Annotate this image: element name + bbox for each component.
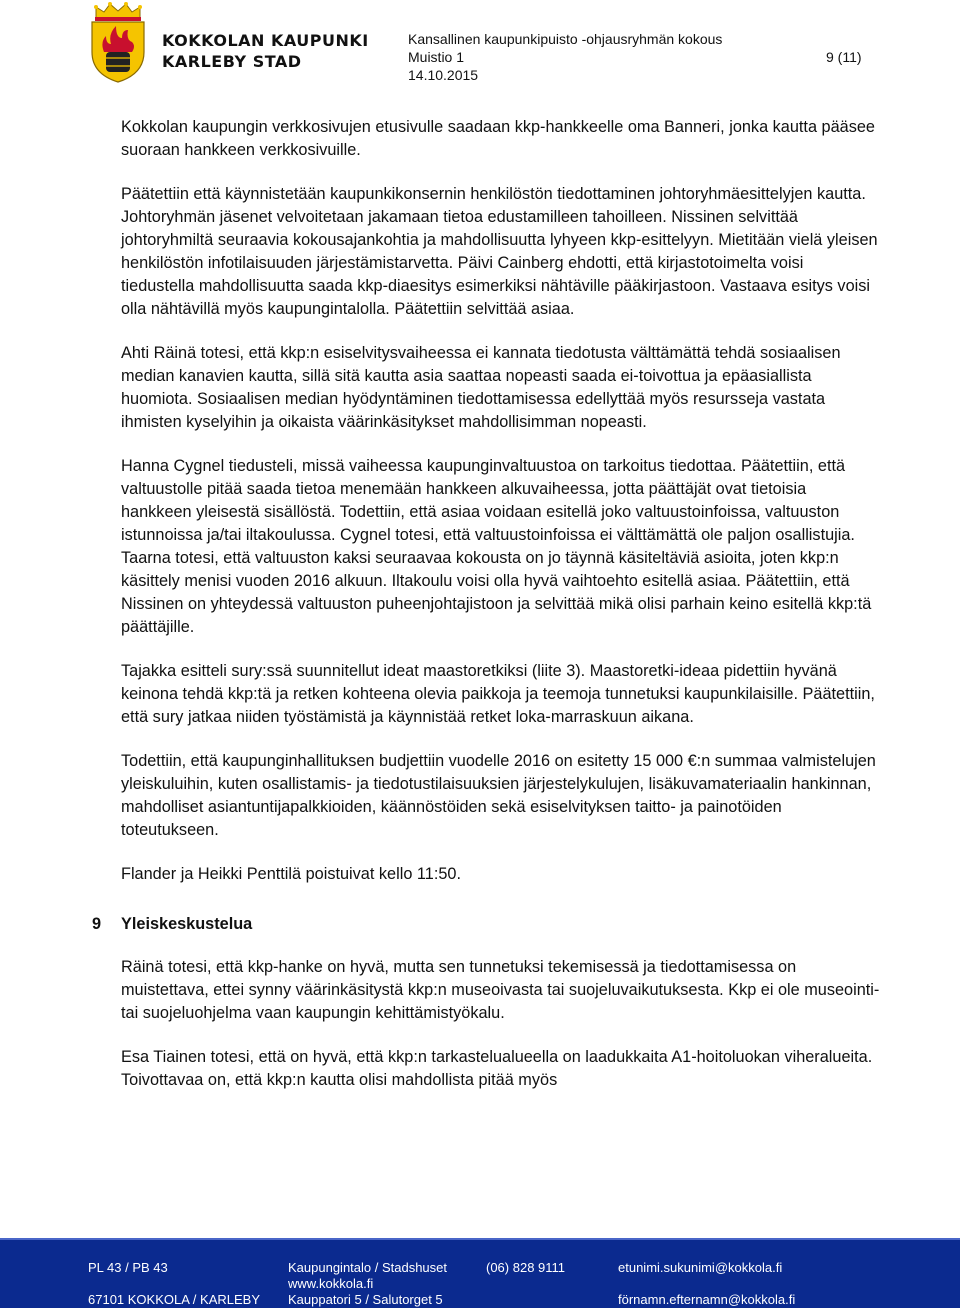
section-heading <box>92 913 881 936</box>
paragraph: Kokkolan kaupungin verkkosivujen etusivulle saadaan kkp-hankkeelle oma Banneri, jonka kautta pääsee suoraan hankkeen verkkosivuille. <box>121 118 875 159</box>
kokkola-coat-of-arms-icon <box>86 2 150 84</box>
footer-po-box: PL 43 / PB 43 <box>88 1260 168 1275</box>
page-number: 9 (11) <box>826 49 862 65</box>
footer-phone: (06) 828 9111 <box>486 1260 566 1275</box>
footer-postal-city: 67101 KOKKOLA / KARLEBY <box>88 1292 260 1307</box>
footer-building: Kaupungintalo / Stadshuset <box>288 1260 448 1275</box>
footer-street-address: Kauppatori 5 / Salutorget 5 <box>288 1292 443 1307</box>
footer-divider <box>0 1238 960 1240</box>
paragraph: Ahti Räinä totesi, että kkp:n esiselvitysvaiheessa ei kannata tiedotusta välttämättä tehdä sosiaalisen median kanavien kautta, sillä sitä kautta asia saattaa nopeasti saada ei-toivottua ja epäasiallista huomiota. Sosiaalisen median hyödyntäminen tiedottamisessa edellyttää myös resursseja vastata ihmisten kyselyihin ja oikaista väärinkäsitykset mahdollisimman nopeasti. <box>121 344 841 431</box>
city-name-finnish: KOKKOLAN KAUPUNKI <box>162 31 369 50</box>
paragraph: Hanna Cygnel tiedusteli, missä vaiheessa kaupunginvaltuustoa on tarkoitus tiedottaa. Päätettiin, että valtuustolle pitää saada tietoa menemään hankkeen alkuvaiheessa, jotta päättäjät ovat tietoisia hankkeen yleisestä sisällöstä. Todettiin, että asiaa voidaan esitellä joko valtuustoinfoissa, valtuuston istunnoissa ja/tai iltakoulussa. Cygnel totesi, että valtuustoinfoissa ei välttämättä ole paljon osallistujia. Taarna totesi, että valtuuston kaksi seuraavaa kokousta on jo täynnä käsiteltäviä asioita, joten kkp:n käsittely menisi vuoden 2016 alkuun. Iltakoulu voisi olla hyvä vaihtoehto esitellä asiaa. Päätettiin, että Nissinen on yhteydessä valtuuston puheenjohtajistoon ja selvittää mikä olisi parhain keino esitellä kkp:tä päättäjille. <box>121 457 872 636</box>
document-meta <box>408 30 722 84</box>
meeting-title: Kansallinen kaupunkipuisto -ohjausryhmän kokous <box>408 31 723 47</box>
footer-email-swedish: förnamn.efternamn@kokkola.fi <box>618 1292 796 1307</box>
section-number: 9 <box>92 915 102 933</box>
paragraph: Flander ja Heikki Penttilä poistuivat kello 11:50. <box>121 865 461 883</box>
footer-email-finnish: etunimi.sukunimi@kokkola.fi <box>618 1260 783 1275</box>
paragraph: Todettiin, että kaupunginhallituksen budjettiin vuodelle 2016 on esitetty 15 000 €:n summaa valmistelujen yleiskuluihin, kuten osallistamis- ja tiedotustilaisuuksien järjestelykulujen, lisäkuvamateriaalin hankinnan, mahdolliset asiantuntijapalkkioiden, käännöstöiden sekä esiselvityksen taitto- ja painotöiden toteutukseen. <box>121 752 876 839</box>
paragraph: Esa Tiainen totesi, että on hyvä, että kkp:n tarkastelualueella on laadukkaita A1-hoitoluokan viheralueita. Toivottavaa on, että kkp:n kautta olisi mahdollista pitää myös <box>121 1048 873 1089</box>
page-header <box>0 0 960 90</box>
document-body <box>92 116 881 1113</box>
paragraph: Päätettiin että käynnistetään kaupunkikonsernin henkilöstön tiedottaminen johtoryhmäesittelyjen kautta. Johtoryhmän jäsenet velvoitetaan jakamaan tietoa edustamilleen tahoilleen. Nissinen selvittää johtoryhmiltä seuraavia kokousajankohtia ja mahdollisuutta lyhyeen kkp-esittelyyn. Mietitään vielä yleisen henkilöstön infotilaisuuden järjestämistarvetta. Päivi Cainberg ehdotti, että kirjastotoimelta voisi tiedustella mahdollisuutta saada kkp-diaesitys esimerkiksi nähtäville pääkirjastoon. Vastaava esitys voisi olla nähtävillä myös kaupungintalolla. Päätettiin selvittää asiaa. <box>121 185 878 318</box>
footer-website-link[interactable]: www.kokkola.fi <box>288 1276 374 1291</box>
meeting-date: 14.10.2015 <box>408 67 479 83</box>
paragraph: Räinä totesi, että kkp-hanke on hyvä, mutta sen tunnetuksi tekemisessä ja tiedottamisessa on muistettava, ettei synny väärinkäsitystä kkp:n museoivasta tai suojeluvaikutuksesta. Kkp ei ole museointi- tai suojeluohjelma vaan kaupungin kehittämistyökalu. <box>121 958 880 1022</box>
city-name-swedish: KARLEBY STAD <box>162 52 302 71</box>
page-footer <box>0 1238 960 1308</box>
section-title: Yleiskeskustelua <box>121 915 253 933</box>
document-type: Muistio 1 <box>408 49 465 65</box>
city-wordmark <box>162 30 369 72</box>
paragraph: Tajakka esitteli sury:ssä suunnitellut ideat maastoretkiksi (liite 3). Maastoretki-ideaa pidettiin hyvänä keinona tehdä kkp:tä ja retken kohteena olevia paikkoja ja teemoja tunnetuksi kaupunkilaisille. Päätettiin, että sury jatkaa niiden työstämistä ja käynnistää retket loka-marraskuun aikana. <box>121 662 875 726</box>
